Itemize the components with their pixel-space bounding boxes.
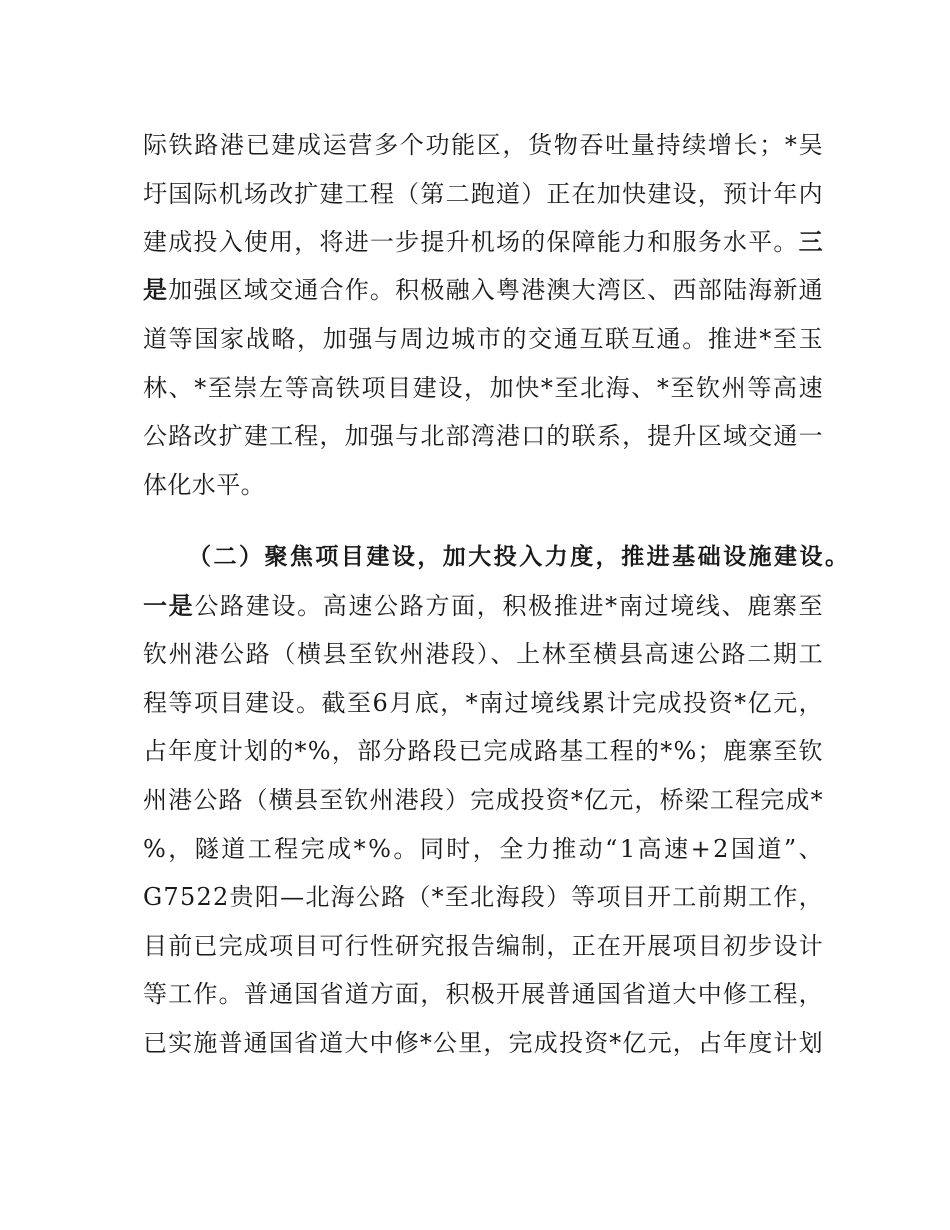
text-line-5: 道等国家战略，加强与周边城市的交通互联互通。推进*至玉 — [143, 325, 825, 353]
text-line-1: 际铁路港已建成运营多个功能区，货物吞吐量持续增长；*吴 — [143, 131, 825, 159]
text-line-6: 林、*至崇左等高铁项目建设，加快*至北海、*至钦州等高速 — [143, 374, 825, 402]
text-line-3 — [143, 222, 823, 262]
text-line-17: 等工作。普通国省道方面，积极开展普通国省道大中修工程， — [143, 980, 824, 1008]
text-line-15: G7522贵阳—北海公路（*至北海段）等项目开工前期工作， — [143, 883, 824, 911]
text-line-8: 体化水平。 — [143, 471, 265, 499]
text-line-7: 公路改扩建工程，加强与北部湾港口的联系，提升区域交通一 — [143, 422, 824, 450]
text-line-2: 圩国际机场改扩建工程（第二跑道）正在加快建设，预计年内 — [143, 180, 824, 208]
text-line-3-body: 建成投入使用，将进一步提升机场的保障能力和服务水平。 — [143, 228, 799, 256]
text-line-9-body: 公路建设。高速公路方面，积极推进*南过境线、鹿寨至 — [194, 592, 825, 620]
text-line-11: 程等项目建设。截至6月底，*南过境线累计完成投资*亿元， — [143, 689, 825, 717]
emphasis-shi: 是 — [143, 276, 169, 304]
text-line-16: 目前已完成项目可行性研究报告编制，正在开展项目初步设计 — [143, 932, 824, 960]
text-line-9 — [143, 586, 823, 626]
text-line-18: 已实施普通国省道大中修*公里，完成投资*亿元，占年度计划 — [143, 1029, 824, 1057]
emphasis-san: 三 — [798, 228, 824, 256]
section-heading: （二）聚焦项目建设，加大投入力度，推进基础设施建设。 — [188, 544, 851, 570]
text-line-13: 州港公路（横县至钦州港段）完成投资*亿元，桥梁工程完成* — [143, 786, 824, 814]
text-line-4 — [143, 270, 823, 310]
text-line-14: %，隧道工程完成*%。同时，全力推动“1高速+2国道”、 — [143, 835, 826, 863]
text-line-12: 占年度计划的*%，部分路段已完成路基工程的*%；鹿寨至钦 — [143, 737, 824, 765]
emphasis-yi-shi: 一是 — [143, 592, 195, 620]
text-line-10: 钦州港公路（横县至钦州港段）、上林至横县高速公路二期工 — [143, 640, 825, 668]
text-line-4-body: 加强区域交通合作。积极融入粤港澳大湾区、西部陆海新通 — [168, 276, 824, 304]
